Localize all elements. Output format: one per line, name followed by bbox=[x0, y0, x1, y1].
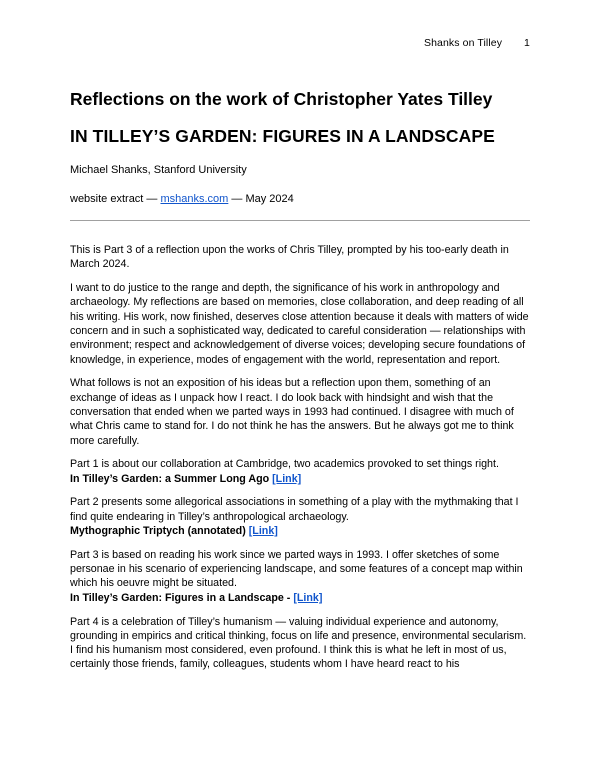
page-number: 1 bbox=[524, 37, 530, 49]
source-suffix: — May 2024 bbox=[228, 193, 294, 205]
part-1-paragraph bbox=[70, 457, 530, 486]
part-2-text: Part 2 presents some allegorical associations in something of a play with the mythmaking that I find quite endearing in Tilley’s anthropological archaeology. bbox=[70, 496, 519, 523]
part-1-text: Part 1 is about our collaboration at Cambridge, two academics provoked to set things right. bbox=[70, 458, 499, 471]
paragraph-intro: This is Part 3 of a reflection upon the works of Chris Tilley, prompted by his too-early death in March 2024. bbox=[70, 244, 509, 271]
part-3-link-line bbox=[70, 591, 530, 605]
part-3-link[interactable]: [Link] bbox=[293, 591, 323, 604]
part-2-link-title: Mythographic Triptych (annotated) bbox=[70, 525, 249, 538]
paragraph-reflection: What follows is not an exposition of his ideas but a reflection upon them, something of an exchange of ideas as I unpack how I react. I do look back with hindsight and wish that the conversation that ended when we parted ways in 1993 had continued. I disagree with much of what Chris came to stand for. I do not think he has the answers. But he always got me to think more carefully. bbox=[70, 377, 514, 447]
paragraph-purpose: I want to do justice to the range and depth, the significance of his work in anthropology and archaeology. My reflections are based on memories, close collaboration, and deep reading of all his writing. His work, now finished, deserves close attention because it deals with matters of wide concern and in such a sophisticated way, dedicated to careful consideration — relationships with environment; respect and acknowledgement of diverse voices; developing secure foundations of knowledge, in experience, modes of engagement with the world, representation and report. bbox=[70, 282, 529, 366]
document-title: Reflections on the work of Christopher Yates Tilley bbox=[70, 89, 493, 109]
body-text bbox=[70, 243, 530, 672]
part-2-link-line bbox=[70, 524, 530, 538]
part-2-link[interactable]: [Link] bbox=[248, 525, 278, 538]
page-content bbox=[70, 88, 530, 681]
part-1-link[interactable]: [Link] bbox=[272, 472, 302, 485]
source-line bbox=[70, 192, 530, 206]
part-3-text: Part 3 is based on reading his work since we parted ways in 1993. I offer sketches of some personae in his scenario of experiencing landscape, and some features of a concept map within which his oeuvre might be situated. bbox=[70, 548, 523, 590]
source-prefix: website extract — bbox=[70, 193, 161, 205]
running-title: Shanks on Tilley bbox=[423, 37, 503, 49]
part-3-paragraph bbox=[70, 548, 530, 605]
part-4-paragraph: Part 4 is a celebration of Tilley’s humanism — valuing individual experience and autonomy, grounding in empirics and critical thinking, focus on life and presence, environmental secularism. I find his humanism most considered, even profound. I think this is what he left in most of us, certainly those friends, family, colleagues, students whom I have heard react to his bbox=[70, 615, 527, 671]
author-line: Michael Shanks, Stanford University bbox=[70, 164, 247, 176]
document-subtitle: IN TILLEY’S GARDEN: FIGURES IN A LANDSCAPE bbox=[70, 126, 495, 146]
part-3-link-title: In Tilley’s Garden: Figures in a Landscape - bbox=[70, 591, 294, 604]
horizontal-divider bbox=[70, 220, 530, 221]
part-1-link-title: In Tilley’s Garden: a Summer Long Ago bbox=[70, 472, 273, 485]
part-1-link-line bbox=[70, 472, 530, 486]
part-2-paragraph bbox=[70, 495, 530, 538]
source-link[interactable]: mshanks.com bbox=[160, 193, 229, 205]
running-header bbox=[424, 37, 530, 49]
